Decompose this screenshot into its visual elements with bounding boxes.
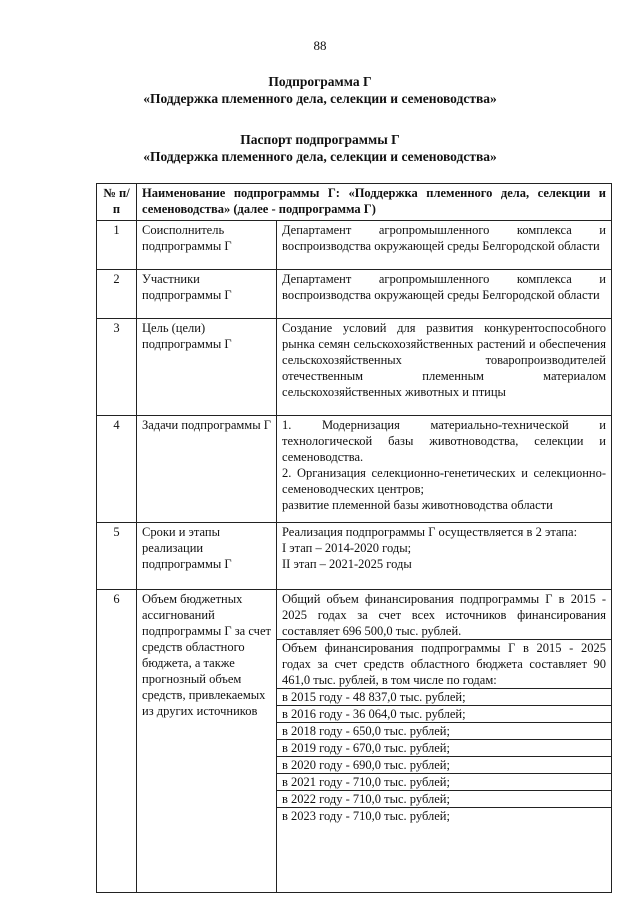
row-number: 2 — [97, 270, 137, 319]
row-label: Участники подпрограммы Г — [137, 270, 277, 319]
table-row — [97, 319, 612, 416]
subprogram-heading — [0, 73, 640, 107]
task-line: развитие племенной базы животноводства области — [282, 498, 553, 512]
table-row — [97, 590, 612, 893]
subprogram-title: Подпрограмма Г — [268, 74, 372, 89]
passport-heading — [0, 131, 640, 165]
passport-title: Паспорт подпрограммы Г — [240, 132, 400, 147]
row-label: Сроки и этапы реализации подпрограммы Г — [137, 523, 277, 590]
funding-total: Общий объем финансирования подпрограммы Г в 2015 - 2025 годах за счет всех источников финансирования составляет 696 500,0 тыс. рублей. — [277, 591, 611, 640]
row-number: 1 — [97, 221, 137, 270]
passport-table — [96, 183, 612, 893]
task-line: 1. Модернизация материально-технической и технологической базы животноводства, селекции и семеноводства. — [282, 418, 606, 464]
stage-line: II этап – 2021-2025 годы — [282, 557, 412, 571]
header-num: № п/п — [97, 184, 137, 221]
funding-year: в 2021 году - 710,0 тыс. рублей; — [277, 774, 611, 791]
page-number: 88 — [313, 38, 327, 53]
funding-regional: Объем финансирования подпрограммы Г в 2015 - 2025 годах за счет средств областного бюджета составляет 90 461,0 тыс. рублей, в том числе по годам: — [277, 640, 611, 689]
subprogram-subtitle: «Поддержка племенного дела, селекции и семеноводства» — [143, 91, 497, 106]
funding-year: в 2023 году - 710,0 тыс. рублей; — [282, 809, 450, 823]
row-value: Департамент агропромышленного комплекса и воспроизводства окружающей среды Белгородской области — [277, 270, 612, 319]
funding-year: в 2016 году - 36 064,0 тыс. рублей; — [277, 706, 611, 723]
row-number: 5 — [97, 523, 137, 590]
header-title: Наименование подпрограммы Г: «Поддержка племенного дела, селекции и семеноводства» (далее - подпрограмма Г) — [137, 184, 612, 221]
funding-year: в 2020 году - 690,0 тыс. рублей; — [277, 757, 611, 774]
stage-line: Реализация подпрограммы Г осуществляется в 2 этапа: — [282, 525, 578, 539]
table-header-row — [97, 184, 612, 221]
task-line: 2. Организация селекционно-генетических и селекционно-семеноводческих центров; — [282, 466, 606, 496]
row-value: Создание условий для развития конкурентоспособного рынка семян сельскохозяйственных растений и обеспечения сельскохозяйственных товаропроизводителей отечественным племенным материалом сельскохозяйственных животных и птицы — [277, 319, 612, 416]
row-number: 6 — [97, 590, 137, 893]
funding-year: в 2022 году - 710,0 тыс. рублей; — [277, 791, 611, 808]
table-row — [97, 221, 612, 270]
row-label: Задачи подпрограммы Г — [137, 416, 277, 523]
table-row — [97, 523, 612, 590]
row-value — [277, 590, 612, 893]
table-row — [97, 270, 612, 319]
stage-line: I этап – 2014-2020 годы; — [282, 541, 412, 555]
funding-year: в 2019 году - 670,0 тыс. рублей; — [277, 740, 611, 757]
row-number: 3 — [97, 319, 137, 416]
passport-subtitle: «Поддержка племенного дела, селекции и семеноводства» — [143, 149, 497, 164]
row-label: Соисполнитель подпрограммы Г — [137, 221, 277, 270]
table-row — [97, 416, 612, 523]
row-label: Цель (цели) подпрограммы Г — [137, 319, 277, 416]
row-label: Объем бюджетных ассигнований подпрограммы Г за счет средств областного бюджета, а также прогнозный объем средств, привлекаемых из других источников — [137, 590, 277, 893]
row-value: Департамент агропромышленного комплекса и воспроизводства окружающей среды Белгородской области — [277, 221, 612, 270]
row-number: 4 — [97, 416, 137, 523]
funding-year: в 2018 году - 650,0 тыс. рублей; — [277, 723, 611, 740]
row-value — [277, 416, 612, 523]
row-value — [277, 523, 612, 590]
funding-year: в 2015 году - 48 837,0 тыс. рублей; — [277, 689, 611, 706]
